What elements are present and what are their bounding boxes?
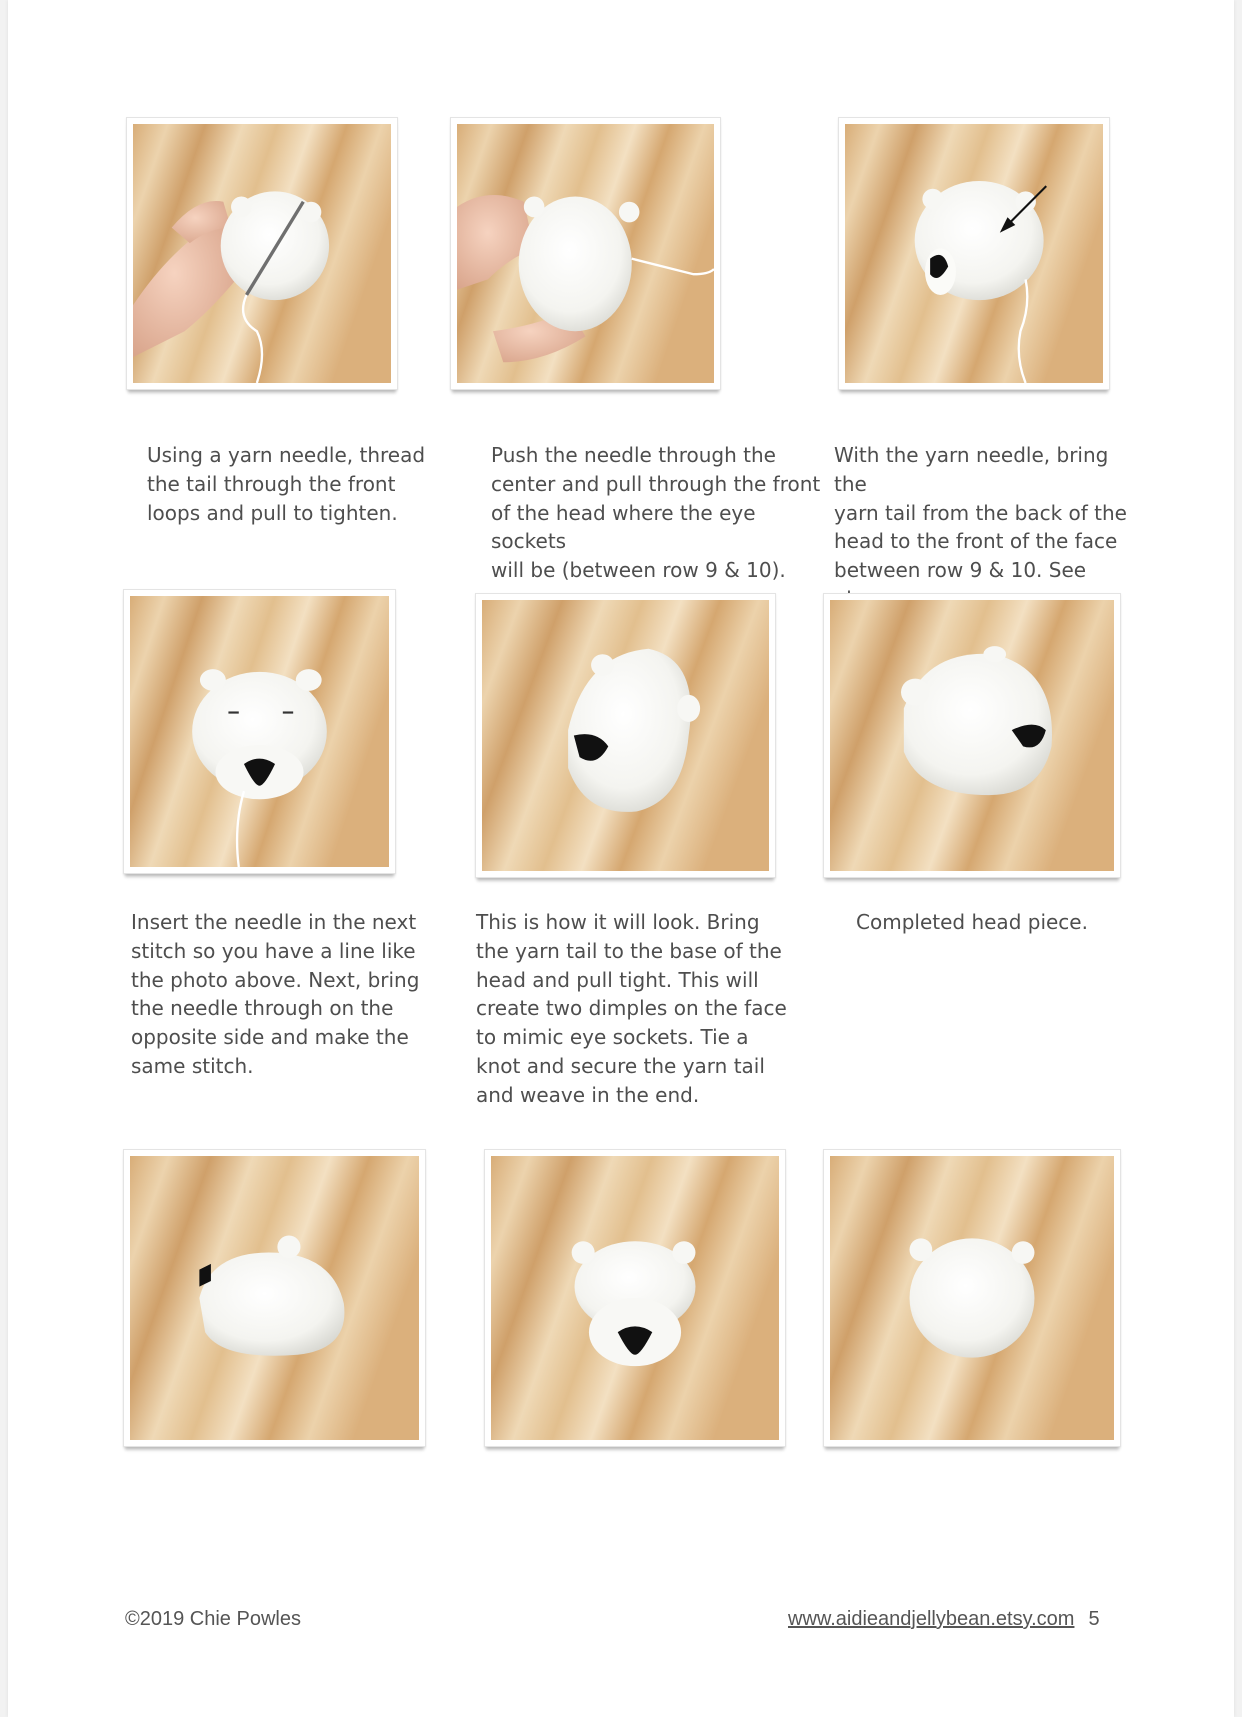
photo-step-4 xyxy=(123,589,396,874)
caption-step-5: This is how it will look. Bring the yarn tail to the base of the head and pull tight. This will create two dimples on the face to mimic eye sockets. Tie a knot and secure the yarn tail and weave in the end. xyxy=(476,910,787,1107)
head-front-view-image xyxy=(491,1156,779,1440)
photo-step-1 xyxy=(126,117,398,390)
caption-step-1: Using a yarn needle, thread the tail through the front loops and pull to tighten. xyxy=(147,443,426,525)
page-number: 5 xyxy=(1088,1608,1100,1630)
footer-copyright: ©2019 Chie Powles xyxy=(125,1608,301,1630)
photo-step-9 xyxy=(823,1149,1121,1447)
photo-step-2 xyxy=(450,117,721,390)
photo-step-8 xyxy=(484,1149,786,1447)
photo-step-5 xyxy=(475,593,776,878)
website-link[interactable]: www.aidieandjellybean.etsy.com xyxy=(788,1608,1075,1630)
head-three-quarter-right-image xyxy=(830,600,1114,871)
footer-links xyxy=(788,1608,1128,1631)
caption-step-4: Insert the needle in the next stitch so you have a line like the photo above. Next, bring the needle through on the opposite side and make the same stitch. xyxy=(131,910,420,1078)
caption-step-6: Completed head piece. xyxy=(856,910,1088,934)
photo-step-6 xyxy=(823,593,1121,878)
head-back-view-image xyxy=(830,1156,1114,1440)
hand-holding-head-image xyxy=(457,124,714,383)
photo-step-7 xyxy=(123,1149,426,1447)
head-with-arrow-image xyxy=(845,124,1103,383)
caption-step-3: With the yarn needle, bring the yarn tail from the back of the head to the front of the face between row 9 & 10. See xyxy=(834,443,1127,583)
document-page xyxy=(8,0,1234,1717)
head-three-quarter-left-image xyxy=(482,600,769,871)
caption-step-2: Push the needle through the center and pull through the front of the head where the eye sockets will be (between row 9 & 10). xyxy=(491,443,821,583)
hand-threading-needle-image xyxy=(133,124,391,383)
photo-step-3 xyxy=(838,117,1110,390)
head-front-eye-lines-image xyxy=(130,596,389,867)
head-side-profile-image xyxy=(130,1156,419,1440)
